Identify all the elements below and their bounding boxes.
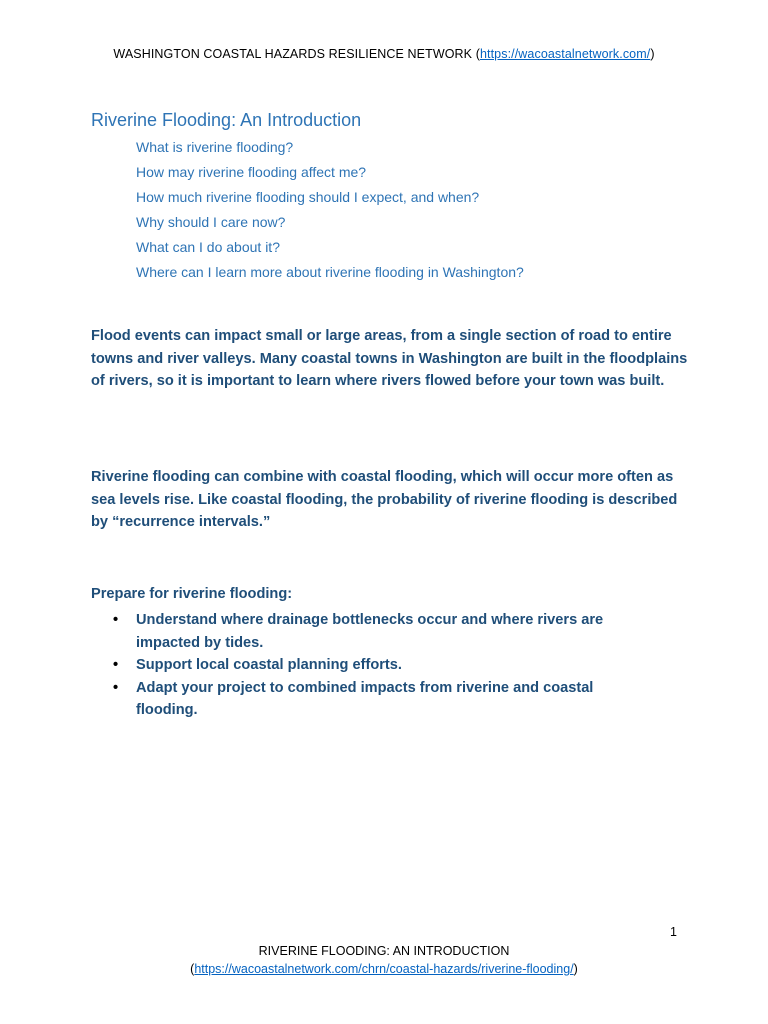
toc-item-what-can-i-do[interactable]: What can I do about it? xyxy=(136,239,280,255)
bullet-dot-icon: • xyxy=(113,612,119,628)
bullet-item-adapt xyxy=(91,677,651,722)
header-org-name: WASHINGTON COASTAL HAZARDS RESILIENCE NETWORK xyxy=(113,47,473,61)
toc-item-why-care[interactable]: Why should I care now? xyxy=(136,214,286,230)
page-number: 1 xyxy=(670,925,677,939)
toc-item-what-is[interactable]: What is riverine flooding? xyxy=(136,139,294,155)
footer-paren-close: ) xyxy=(573,962,578,976)
footer-title: RIVERINE FLOODING: AN INTRODUCTION xyxy=(258,944,510,958)
prepare-bullet-list xyxy=(91,609,651,722)
intro-paragraph: Flood events can impact small or large areas, from a single section of road to entire towns and river valleys. Many coastal towns in Washington are built in the floodplains of rivers, so it is important to learn where rivers flowed before your town was built. xyxy=(91,328,688,389)
bullet-dot-icon: • xyxy=(113,679,119,696)
toc-item-how-much[interactable]: How much riverine flooding should I expect, and when? xyxy=(136,189,480,205)
recurrence-paragraph: Riverine flooding can combine with coastal flooding, which will occur more often as sea levels rise. Like coastal flooding, the probability of riverine flooding is described by “recurrence intervals.” xyxy=(91,469,678,530)
bullet-item-drainage xyxy=(91,609,651,654)
page-header xyxy=(0,47,768,61)
page-footer xyxy=(0,942,768,978)
table-of-contents xyxy=(136,136,524,286)
bullet-text-drainage: Understand where drainage bottlenecks occur and where rivers are impacted by tides. xyxy=(136,612,604,651)
bullet-dot-icon: • xyxy=(113,657,119,673)
header-url-link[interactable]: https://wacoastalnetwork.com/ xyxy=(479,47,651,61)
footer-link-line xyxy=(0,960,768,978)
bullet-text-planning: Support local coastal planning efforts. xyxy=(136,657,402,673)
toc-item-learn-more[interactable]: Where can I learn more about riverine flooding in Washington? xyxy=(136,264,524,280)
toc-title: Riverine Flooding: An Introduction xyxy=(91,110,362,130)
toc-item-affect-me[interactable]: How may riverine flooding affect me? xyxy=(136,164,367,180)
footer-url-link[interactable]: https://wacoastalnetwork.com/chrn/coastal-hazards/riverine-flooding/ xyxy=(194,962,574,976)
prepare-heading: Prepare for riverine flooding: xyxy=(91,586,293,602)
header-paren-close: ) xyxy=(650,47,655,61)
header-paren-open: ( xyxy=(472,47,480,61)
footer-paren-open: ( xyxy=(190,962,195,976)
bullet-text-adapt: Adapt your project to combined impacts from riverine and coastal flooding. xyxy=(136,679,594,718)
bullet-item-planning xyxy=(91,654,651,677)
